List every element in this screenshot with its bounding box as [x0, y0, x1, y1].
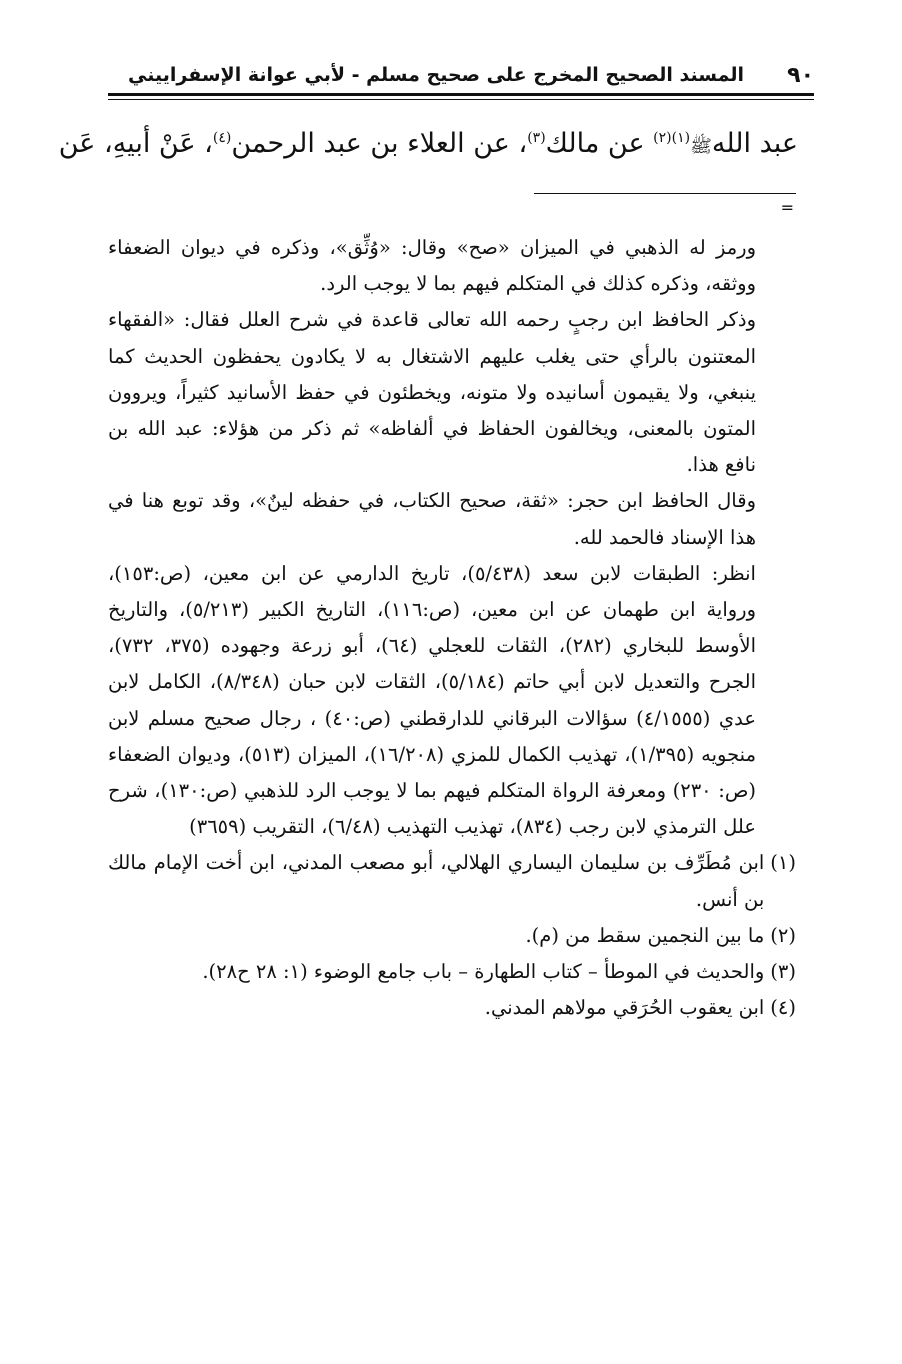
honorific-symbol: ﷺ	[690, 136, 712, 157]
footnote-marker: (٤)	[770, 996, 796, 1020]
footnote-ref-2: (٢)	[653, 130, 672, 146]
footnote-text: ابن مُطَرِّف بن سليمان اليساري الهلالي، أبو مصعب المدني، ابن أخت الإمام مالك بن أنس.	[108, 851, 765, 911]
footnote-marker: (٣)	[770, 960, 796, 984]
footnote-3	[108, 954, 796, 990]
header-rule-thick	[108, 93, 814, 96]
footnote-marker: (١)	[770, 851, 796, 875]
footnote-text: ابن يعقوب الحُرَقي مولاهم المدني.	[484, 996, 765, 1020]
footnote-2	[108, 918, 796, 954]
page-number: ٩٠	[787, 62, 814, 88]
main-text-segment: عن مالك	[545, 128, 654, 159]
footnote-text: ما بين النجمين سقط من (م).	[525, 923, 765, 947]
footnote-1	[108, 845, 796, 917]
main-text-segment: ، عن العلاء بن عبد الرحمن	[231, 128, 528, 159]
footnote-separator	[534, 193, 796, 194]
footnote-ref-4: (٤)	[212, 130, 232, 146]
main-text-segment: ، عَنْ أبيهِ، عَن	[58, 128, 213, 159]
note-paragraph: ورمز له الذهبي في الميزان «صح» وقال: «وُثِّق»، وذكره في ديوان الضعفاء ووثقه، وذكره كذلك في المتكلم فيهم بما لا يوجب الرد.	[108, 236, 756, 296]
footnote-marker: (٢)	[770, 923, 796, 947]
note-paragraph: وقال الحافظ ابن حجر: «ثقة، صحيح الكتاب، في حفظه لينٌ»، وقد توبع هنا في هذا الإسناد فالحمد لله.	[108, 489, 756, 549]
footnote-text: والحديث في الموطأ – كتاب الطهارة – باب جامع الوضوء (١: ٢٨ ح٢٨).	[202, 960, 765, 984]
running-header	[108, 60, 814, 90]
continuation-mark: =	[780, 198, 794, 217]
footnote-ref-3: (٣)	[527, 130, 546, 146]
footnote-ref-1: (١)	[671, 130, 691, 146]
footnote-4	[108, 990, 796, 1026]
footnotes-area	[108, 230, 796, 1026]
note-paragraph: انظر: الطبقات لابن سعد (٥/٤٣٨)، تاريخ الدارمي عن ابن معين، (ص:١٥٣)، ورواية ابن طهمان عن ابن معين، (ص:١١٦)، التاريخ الكبير (٥/٢١٣)، والتاريخ الأوسط للبخاري (٢٨٢)، الثقات للعجلي (٦٤)، أبو زرعة وجهوده (٣٧٥، ٧٣٢)، الجرح والتعديل لابن أبي حاتم (٥/١٨٤)، الثقات لابن حبان (٨/٣٤٨)، الكامل لابن عدي (٤/١٥٥٥) سؤالات البرقاني للدارقطني (ص:٤٠) ، رجال صحيح مسلم لابن منجويه (١/٣٩٥)، تهذيب الكمال للمزي (١٦/٢٠٨)، الميزان (٥١٣)، وديوان الضعفاء (ص: ٢٣٠) ومعرفة الرواة المتكلم فيهم بما لا يوجب الرد للذهبي (ص:١٣٠)، شرح علل الترمذي لابن رجب (٨٣٤)، تهذيب التهذيب (٦/٤٨)، التقريب (٣٦٥٩)	[108, 561, 757, 839]
main-text-line	[58, 118, 798, 167]
running-title: المسند الصحيح المخرج على صحيح مسلم - لأبي عوانة الإسفراييني	[128, 64, 744, 86]
main-text-segment: عبد الله	[711, 128, 798, 159]
header-rule-thin	[108, 99, 814, 100]
note-paragraph: وذكر الحافظ ابن رجبٍ رحمه الله تعالى قاعدة في شرح العلل فقال: «الفقهاء المعتنون بالرأي حتى يغلب عليهم الاشتغال به لا يكادون يحفظون الحديث كما ينبغي، ولا يقيمون أسانيده ولا متونه، ويخطئون في حفظ الأسانيد كثيراً، ويروون المتون بالمعنى، ويخالفون الحفاظ في ألفاظه» ثم ذكر من هؤلاء: عبد الله بن نافع هذا.	[108, 308, 756, 477]
